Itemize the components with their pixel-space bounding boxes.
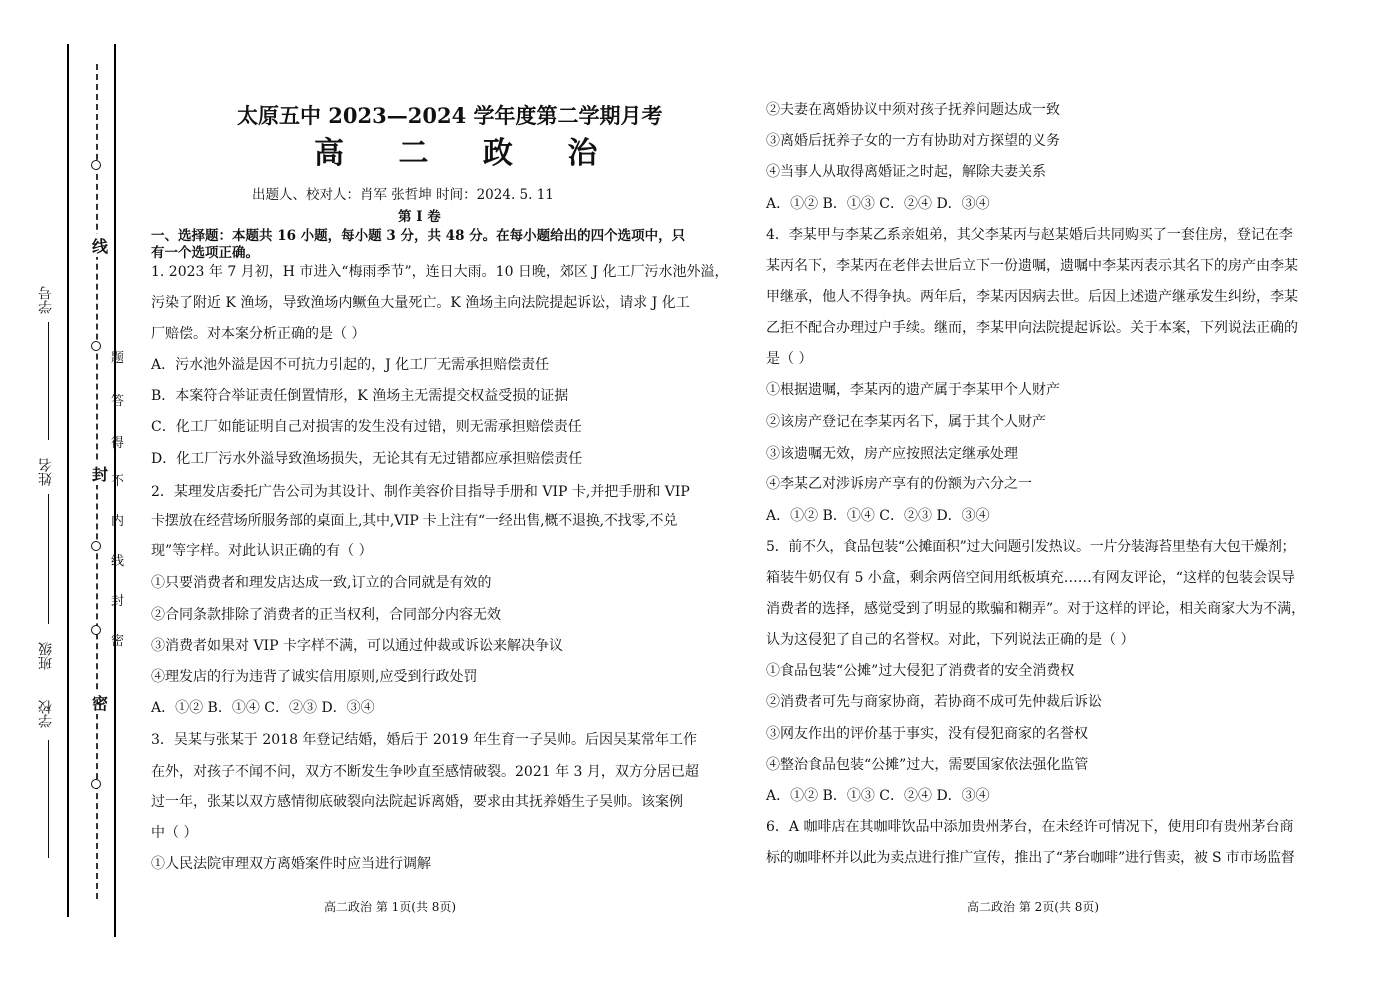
right-text-line: ①食品包装“公摊”过大侵犯了消费者的安全消费权 [766,663,1075,679]
seal-note-char: 得 [111,436,125,451]
seal-note-char: 题 [111,351,125,366]
left-text-line: 污染了附近 K 渔场，导致渔场内鳜鱼大量死亡。K 渔场主向法院提起诉讼，请求 J 化工 [151,295,690,311]
field-label-student-id: 学号 [38,286,54,314]
right-text-line: 认为这侵犯了自己的名誉权。对此，下列说法正确的是（ ） [766,632,1135,648]
right-text-line: ③网友作出的评价基于事实，没有侵犯商家的名誉权 [766,726,1088,742]
left-text-line: B．本案符合举证责任倒置情形，K 渔场主无需提交权益受损的证据 [151,388,569,404]
right-text-line: A．①② B．①④ C．②③ D．③④ [766,508,990,524]
subject-title: 高 二 政 治 [314,136,620,171]
right-text-line: 甲继承，他人不得争执。两年后，李某丙因病去世。后因上述遗产继承发生纠纷，李某 [766,289,1298,305]
left-text-line: 2．某理发店委托广告公司为其设计、制作美容价目指导手册和 VIP 卡,并把手册和 VIP [151,484,690,500]
right-text-line: ②该房产登记在李某丙名下，属于其个人财产 [766,414,1046,430]
page-footer-right: 高二政治 第 2页(共 8页) [967,900,1100,914]
left-text-line: 在外，对孩子不闻不问，双方不断发生争吵直至感情破裂。2021 年 3 月，双方分居已超 [151,764,699,780]
left-text-line: A．①② B．①④ C．②③ D．③④ [151,700,375,716]
right-text-line: 5．前不久，食品包装“公摊面积”过大问题引发热议。一片分装海苔里垫有大包干燥剂； [766,539,1296,555]
left-text-line: C．化工厂如能证明自己对损害的发生没有过错，则无需承担赔偿责任 [151,419,582,435]
left-text-line: 1. 2023 年 7 月初，H 市进入“梅雨季节”，连日大雨。10 日晚，郊区 J 化工厂污水池外溢， [151,264,729,280]
right-text-line: 标的咖啡杯并以此为卖点进行推广宣传，推出了“茅台咖啡”进行售卖，被 S 市市场监督 [766,850,1295,866]
binding-hole-1 [91,160,101,170]
left-text-line: ①只要消费者和理发店达成一致,订立的合同就是有效的 [151,575,492,591]
seal-note-char: 不 [111,474,125,489]
right-text-line: ③该遗嘱无效，房产应按照法定继承处理 [766,446,1018,462]
right-text-line: 4．李某甲与李某乙系亲姐弟，其父李某丙与赵某婚后共同购买了一套住房，登记在李 [766,227,1293,243]
binding-hole-5 [91,779,101,789]
left-text-line: 3．吴某与张某于 2018 年登记结婚，婚后于 2019 年生育一子吴帅。后因吴某常年工作 [151,732,697,748]
exam-title: 太原五中 2023—2024 学年度第二学期月考 [237,103,663,128]
instruction-line-2: 有一个选项正确。 [151,245,259,261]
exam-meta: 出题人、校对人：肖军 张哲坤 时间：2024. 5. 11 [252,187,554,203]
right-text-line: A．①② B．①③ C．②④ D．③④ [766,196,990,212]
left-text-line: 厂赔偿。对本案分析正确的是（ ） [151,326,366,342]
left-text-line: 过一年，张某以双方感情彻底破裂向法院起诉离婚，要求由其抚养婚生子吴帅。该案例 [151,794,683,810]
field-line-student-id [48,322,49,440]
right-text-line: 6．A 咖啡店在其咖啡饮品中添加贵州茅台，在未经许可情况下，使用印有贵州茅台商 [766,819,1294,835]
seal-note-char: 内 [111,514,125,529]
field-label-name: 姓名 [38,458,54,486]
left-text-line: D．化工厂污水外溢导致渔场损失，无论其有无过错都应承担赔偿责任 [151,451,583,467]
right-text-line: ③离婚后抚养子女的一方有协助对方探望的义务 [766,133,1060,149]
right-text-line: ①根据遗嘱，李某丙的遗产属于李某甲个人财产 [766,382,1060,398]
left-text-line: ③消费者如果对 VIP 卡字样不满，可以通过仲裁或诉讼来解决争议 [151,638,563,654]
right-text-line: ④整治食品包装“公摊”过大，需要国家依法强化监管 [766,757,1089,773]
seal-mark-feng: 封 [92,462,108,485]
right-text-line: 箱装牛奶仅有 5 小盒，剩余两倍空间用纸板填充……有网友评论，“这样的包装会误导 [766,570,1295,586]
binding-outer-line [67,44,69,917]
binding-hole-4 [91,625,101,635]
right-text-line: ④当事人从取得离婚证之时起，解除夫妻关系 [766,164,1046,180]
left-text-line: 现”等字样。对此认识正确的有（ ） [151,543,373,559]
seal-mark-xian: 线 [92,234,108,257]
section-label: 第 I 卷 [398,209,441,225]
left-text-line: A．污水池外溢是因不可抗力引起的，J 化工厂无需承担赔偿责任 [151,357,550,373]
binding-inner-line [114,44,116,937]
binding-hole-2 [91,341,101,351]
right-text-line: A．①② B．①③ C．②④ D．③④ [766,788,990,804]
left-text-line: 卡摆放在经营场所服务部的桌面上,其中,VIP 卡上注有“一经出售,概不退换,不找零,不兑 [151,513,678,529]
seal-note-char: 线 [111,554,125,569]
right-text-line: 乙拒不配合办理过户手续。继而，李某甲向法院提起诉讼。关于本案，下列说法正确的 [766,320,1298,336]
field-line-name [48,494,49,624]
seal-mark-mi: 密 [92,691,108,714]
binding-hole-3 [91,541,101,551]
seal-note-char: 封 [111,594,125,609]
left-text-line: ④理发店的行为违背了诚实信用原则,应受到行政处罚 [151,669,478,685]
right-text-line: 某丙名下，李某丙在老伴去世后立下一份遗嘱，遗嘱中李某丙表示其名下的房产由李某 [766,258,1298,274]
field-line-school [48,740,49,858]
right-text-line: ②夫妻在离婚协议中须对孩子抚养问题达成一致 [766,102,1060,118]
field-label-school: 学校 [38,700,54,728]
right-text-line: 消费者的选择，感觉受到了明显的欺骗和糊弄”。对于这样的评论，相关商家大为不满， [766,601,1306,617]
field-label-class: 班级 [38,642,54,670]
left-text-line: 中（ ） [151,825,198,841]
left-text-line: ②合同条款排除了消费者的正当权利，合同部分内容无效 [151,607,501,623]
right-text-line: 是（ ） [766,351,813,367]
right-text-line: ④李某乙对涉诉房产享有的份额为六分之一 [766,476,1032,492]
seal-note-char: 答 [111,394,125,409]
left-text-line: ①人民法院审理双方离婚案件时应当进行调解 [151,856,431,872]
right-text-line: ②消费者可先与商家协商，若协商不成可先仲裁后诉讼 [766,694,1102,710]
instruction-line-1: 一、选择题：本题共 16 小题，每小题 3 分，共 48 分。在每小题给出的四个选项中，只 [151,228,686,244]
seal-note-char: 密 [111,634,125,649]
page-footer-left: 高二政治 第 1页(共 8页) [324,900,457,914]
